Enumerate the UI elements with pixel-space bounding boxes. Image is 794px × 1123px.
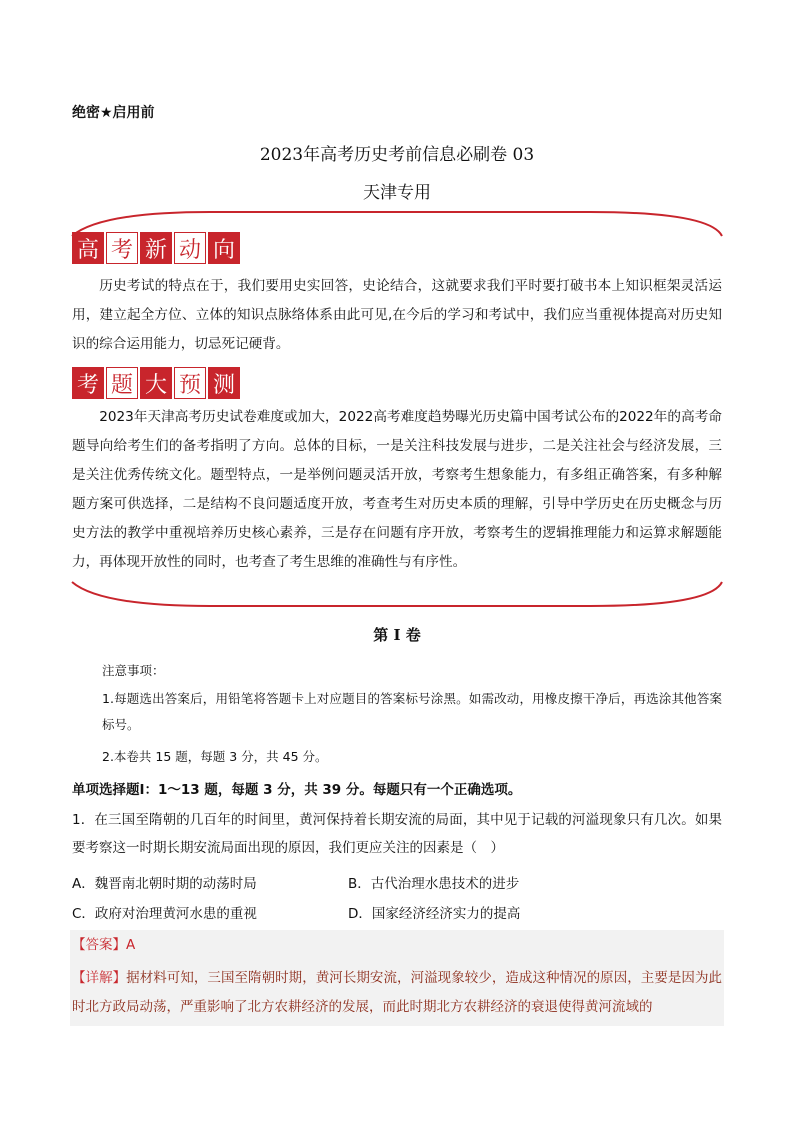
question-1-stem: 1．在三国至隋朝的几百年的时间里，黄河保持着长期安流的局面，其中见于记载的河溢现象只有几次。如果要考察这一时期长期安流局面出现的原因，我们更应关注的因素是（ ） — [72, 812, 722, 856]
note-1: 1.每题选出答案后，用铅笔将答题卡上对应题目的答案标号涂黑。如需改动，用橡皮擦干净后，再选涂其他答案标号。 — [102, 691, 722, 732]
note-2: 2.本卷共 15 题，每题 3 分，共 45 分。 — [102, 749, 328, 764]
forecast-badge-char: 测 — [208, 367, 240, 399]
forecast-badge-char: 大 — [140, 367, 172, 399]
trend-paragraph: 历史考试的特点在于，我们要用史实回答，史论结合，这就要求我们平时要打破书本上知识框架灵活运用，建立起全方位、立体的知识点脉络体系由此可见,在今后的学习和考试中，我们应当重视体提高对历史知识的综合运用能力，切忌死记硬背。 — [72, 278, 722, 352]
forecast-badge-char: 预 — [174, 367, 206, 399]
section-title: 第 I 卷 — [373, 626, 421, 644]
forecast-paragraph: 2023年天津高考历史试卷难度或加大，2022高考难度趋势曝光历史篇中国考试公布的2022年的高考命题导向给考生们的备考指明了方向。总体的目标，一是关注科技发展与进步，二是关注社会与经济发展，三是关注优秀传统文化。题型特点，一是举例问题灵活开放，考察考生想象能力，有多组正确答案，有多种解题方案可供选择，二是结构不良问题适度开放，考查考生对历史本质的理解，引导中学历史在历史概念与历史方法的教学中重视培养历史核心素养，三是存在问题有序开放，考察考生的逻辑推理能力和运算求解题能力，再体现开放性的同时，也考查了考生思维的准确性与有序性。 — [72, 409, 722, 570]
option-a: A．魏晋南北朝时期的动荡时局 — [72, 876, 257, 892]
option-c: C．政府对治理黄河水患的重视 — [72, 906, 257, 922]
page-title: 2023年高考历史考前信息必刷卷 03 — [259, 145, 535, 165]
option-d: D．国家经济经济实力的提高 — [348, 906, 521, 922]
forecast-badge — [72, 367, 722, 399]
trend-badge-char: 新 — [140, 232, 172, 264]
option-b: B．古代治理水患技术的进步 — [348, 876, 520, 892]
forecast-badge-char: 题 — [106, 367, 138, 399]
page-subtitle: 天津专用 — [363, 183, 431, 203]
trend-badge-char: 高 — [72, 232, 104, 264]
trend-badge-char: 动 — [174, 232, 206, 264]
question-rule: 单项选择题Ⅰ：1～13 题，每题 3 分，共 39 分。每题只有一个正确选项。 — [72, 782, 522, 798]
notes-heading: 注意事项： — [102, 663, 165, 678]
confidential-label: 绝密★启用前 — [72, 105, 155, 121]
forecast-badge-char: 考 — [72, 367, 104, 399]
detail-label: 【详解】 — [72, 970, 127, 986]
answer-label: 【答案】A — [72, 937, 136, 953]
info-frame — [72, 208, 722, 612]
answer-detail — [72, 964, 722, 1022]
trend-badge-char: 考 — [106, 232, 138, 264]
trend-badge — [72, 232, 722, 264]
detail-text: 据材料可知，三国至隋朝时期，黄河长期安流，河溢现象较少，造成这种情况的原因，主要是因为此时北方政局动荡，严重影响了北方农耕经济的发展，而此时期北方农耕经济的衰退使得黄河流域的 — [72, 970, 723, 1015]
trend-badge-char: 向 — [208, 232, 240, 264]
